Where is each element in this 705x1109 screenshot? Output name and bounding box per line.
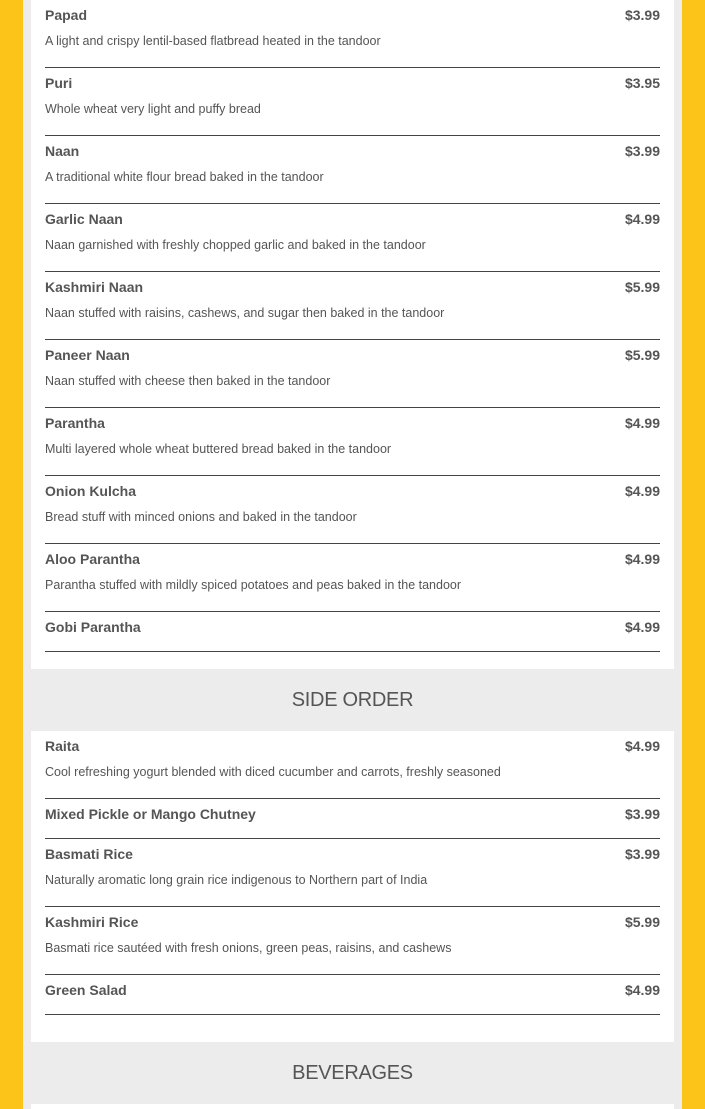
menu-item[interactable]	[45, 975, 660, 1015]
menu-item-description: Bread stuff with minced onions and baked in the tandoor	[45, 510, 357, 524]
menu-item[interactable]	[45, 272, 660, 340]
menu-item[interactable]	[45, 204, 660, 272]
menu-item[interactable]	[45, 408, 660, 476]
menu-item-name: Kashmiri Naan	[45, 279, 144, 295]
menu-item-description: Naan stuffed with raisins, cashews, and sugar then baked in the tandoor	[45, 306, 445, 320]
menu-item-description: Whole wheat very light and puffy bread	[45, 102, 261, 116]
menu-item-price: $5.99	[624, 279, 660, 295]
menu-item-price: $3.99	[624, 806, 660, 822]
menu-item-description: Basmati rice sautéed with fresh onions, green peas, raisins, and cashews	[45, 941, 452, 955]
menu-item[interactable]	[45, 340, 660, 408]
menu-item-name: Mixed Pickle or Mango Chutney	[45, 806, 256, 822]
menu-item-description: Multi layered whole wheat buttered bread baked in the tandoor	[45, 442, 392, 456]
menu-item-price: $5.99	[624, 914, 660, 930]
section-heading-side-order: SIDE ORDER	[291, 688, 414, 711]
menu-item[interactable]	[45, 612, 660, 652]
menu-item-description: A light and crispy lentil-based flatbread heated in the tandoor	[45, 34, 381, 48]
right-accent-stripe	[682, 0, 705, 1109]
menu-item-price: $5.99	[624, 347, 660, 363]
menu-item-description: A traditional white flour bread baked in the tandoor	[45, 170, 324, 184]
menu-item-price: $3.99	[624, 7, 660, 23]
menu-item-name: Puri	[45, 75, 73, 91]
menu-item-price: $4.99	[624, 211, 660, 227]
menu-item-price: $4.99	[624, 982, 660, 998]
menu-item-price: $3.99	[624, 846, 660, 862]
menu-item-name: Raita	[45, 738, 80, 754]
menu-item[interactable]	[45, 731, 660, 799]
breads-list	[45, 0, 660, 652]
menu-item[interactable]	[45, 68, 660, 136]
menu-item-name: Naan	[45, 143, 80, 159]
menu-item[interactable]	[45, 544, 660, 612]
menu-item-price: $4.99	[624, 551, 660, 567]
menu-item-description: Naan stuffed with cheese then baked in the tandoor	[45, 374, 331, 388]
menu-item-price: $4.99	[624, 483, 660, 499]
menu-item[interactable]	[45, 799, 660, 839]
menu-item-price: $3.95	[624, 75, 660, 91]
menu-item-price: $3.99	[624, 143, 660, 159]
menu-item-description: Naan garnished with freshly chopped garlic and baked in the tandoor	[45, 238, 426, 252]
beverages-card	[31, 1104, 674, 1109]
menu-item-name: Onion Kulcha	[45, 483, 136, 499]
section-heading-beverages: BEVERAGES	[292, 1061, 413, 1084]
menu-item-description: Cool refreshing yogurt blended with diced cucumber and carrots, freshly seasoned	[45, 765, 501, 779]
menu-item-name: Papad	[45, 7, 88, 23]
menu-item[interactable]	[45, 839, 660, 907]
menu-item-price: $4.99	[624, 415, 660, 431]
menu-item-price: $4.99	[624, 619, 660, 635]
menu-item-price: $4.99	[624, 738, 660, 754]
menu-item-name: Aloo Parantha	[45, 551, 140, 567]
side-order-list	[45, 731, 660, 1015]
menu-item[interactable]	[45, 136, 660, 204]
menu-item-description: Naturally aromatic long grain rice indigenous to Northern part of India	[45, 873, 428, 887]
menu-item-name: Paneer Naan	[45, 347, 130, 363]
menu-item-name: Green Salad	[45, 982, 127, 998]
menu-item[interactable]	[45, 0, 660, 68]
menu-item[interactable]	[45, 476, 660, 544]
menu-item-name: Parantha	[45, 415, 105, 431]
menu-item-name: Garlic Naan	[45, 211, 123, 227]
menu-item-name: Gobi Parantha	[45, 619, 141, 635]
menu-item-description: Parantha stuffed with mildly spiced potatoes and peas baked in the tandoor	[45, 578, 462, 592]
left-accent-stripe	[0, 0, 23, 1109]
menu-item-name: Kashmiri Rice	[45, 914, 139, 930]
menu-item[interactable]	[45, 907, 660, 975]
menu-item-name: Basmati Rice	[45, 846, 133, 862]
